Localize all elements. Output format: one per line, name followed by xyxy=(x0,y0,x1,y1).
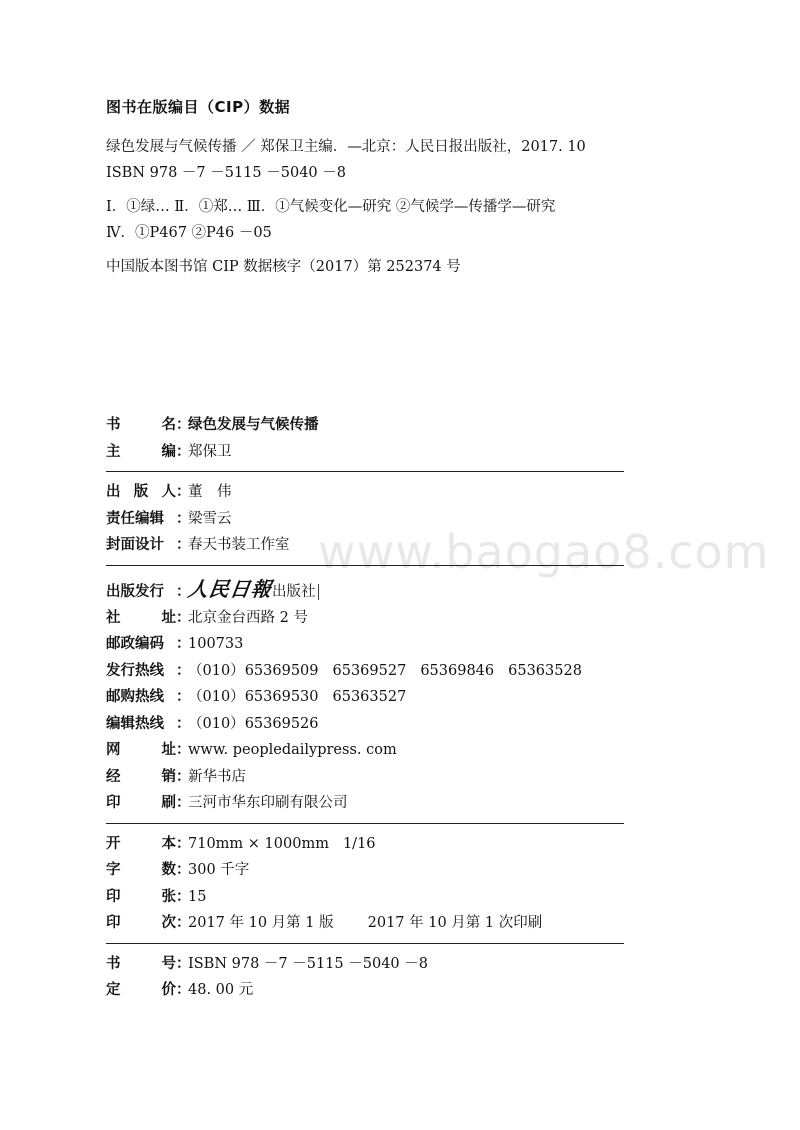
label-sheets: 印 张 xyxy=(106,888,176,905)
value-edit-hotline: （010）65369526 xyxy=(188,715,319,732)
label-isbn: 书 号 xyxy=(106,955,176,972)
value-mail-hotline: （010）65369530 65363527 xyxy=(188,689,407,705)
cip-title: 图书在版编目（CIP）数据 xyxy=(106,98,291,116)
label-sales-hotline: 发行热线 xyxy=(106,662,164,679)
row-address: 社 址 ： 北京金台西路 2 号 xyxy=(106,605,624,632)
value-book-name: 绿色发展与气候传播 xyxy=(188,417,319,433)
label-responsible-editor: 责任编辑 xyxy=(106,510,164,527)
row-word-count: 字 数 ： 300 千字 xyxy=(106,857,624,884)
label-editor: 主 编 xyxy=(106,443,176,460)
divider xyxy=(106,823,624,824)
value-responsible-editor: 梁雪云 xyxy=(188,510,232,527)
cip-block xyxy=(106,96,666,280)
label-publisher-person: 出 版 人 xyxy=(106,484,176,500)
value-sheets: 15 xyxy=(188,888,207,905)
row-printer: 印 刷 ： 三河市华东印刷有限公司 xyxy=(106,790,624,817)
label-format: 开 本 xyxy=(106,835,176,852)
watermark: www.baogao8.com xyxy=(318,525,770,579)
value-editor: 郑保卫 xyxy=(188,443,232,460)
row-editor: 主 编 ： 郑保卫 xyxy=(106,439,624,466)
label-book-name: 书 名 xyxy=(106,417,176,433)
label-cover-design: 封面设计 xyxy=(106,537,164,553)
value-distributor: 新华书店 xyxy=(188,768,246,785)
row-mail-hotline: 邮购热线 ： （010）65369530 65363527 xyxy=(106,684,624,711)
value-format: 710mm × 1000mm 1/16 xyxy=(188,835,376,852)
row-sheets: 印 张 ： 15 xyxy=(106,884,624,911)
label-edit-hotline: 编辑热线 xyxy=(106,715,164,732)
row-cover-design: 封面设计 ： 春天书装工作室 xyxy=(106,532,624,559)
row-edit-hotline: 编辑热线 ： （010）65369526 xyxy=(106,711,624,738)
copyright-info xyxy=(106,412,624,1004)
divider xyxy=(106,471,624,472)
cip-line-approval-number: 中国版本图书馆 CIP 数据核字（2017）第 252374 号 xyxy=(106,259,461,275)
value-word-count: 300 千字 xyxy=(188,862,250,878)
label-price: 定 价 xyxy=(106,982,176,998)
row-edition: 印 次 ： 2017 年 10 月第 1 版 2017 年 10 月第 1 次印刷 xyxy=(106,910,624,937)
value-price: 48. 00 元 xyxy=(188,982,254,998)
label-edition: 印 次 xyxy=(106,915,176,931)
value-printer: 三河市华东印刷有限公司 xyxy=(188,795,348,811)
value-website: www. peopledailypress. com xyxy=(188,742,397,758)
label-distributor: 经 销 xyxy=(106,768,176,785)
row-price: 定 价 ： 48. 00 元 xyxy=(106,977,624,1004)
cip-line-title: 绿色发展与气候传播 ／ 郑保卫主编．—北京：人民日报出版社，2017. 10 xyxy=(106,139,586,155)
row-website: 网 址 ： www. peopledailypress. com xyxy=(106,737,624,764)
value-address: 北京金台西路 2 号 xyxy=(188,609,308,626)
divider xyxy=(106,943,624,944)
publisher-logo: 人民日報 xyxy=(186,576,274,601)
label-printer: 印 刷 xyxy=(106,795,176,811)
row-format: 开 本 ： 710mm × 1000mm 1/16 xyxy=(106,831,624,858)
cip-line-classification-1: Ⅰ．①绿… Ⅱ．①郑… Ⅲ．①气候变化—研究 ②气候学—传播学—研究 xyxy=(106,199,556,215)
row-distribution: 出版发行 ： 人民日報出版社 xyxy=(106,573,624,605)
value-sales-hotline: （010）65369509 65369527 65369846 65363528 xyxy=(188,662,582,679)
cip-line-isbn: ISBN 978 －7 －5115 －5040 －8 xyxy=(106,165,346,181)
label-distribution: 出版发行 xyxy=(106,583,164,600)
label-address: 社 址 xyxy=(106,609,176,626)
value-isbn: ISBN 978 －7 －5115 －5040 －8 xyxy=(188,955,428,972)
cip-line-classification-2: Ⅳ．①P467 ②P46 －05 xyxy=(106,225,272,241)
label-postcode: 邮政编码 xyxy=(106,636,164,652)
row-sales-hotline: 发行热线 ： （010）65369509 65369527 65369846 65363528 xyxy=(106,658,624,685)
row-isbn: 书 号 ： ISBN 978 －7 －5115 －5040 －8 xyxy=(106,951,624,978)
value-postcode: 100733 xyxy=(188,636,244,652)
row-publisher-person: 出 版 人 ： 董 伟 xyxy=(106,479,624,506)
divider xyxy=(106,565,624,566)
value-edition: 2017 年 10 月第 1 版 2017 年 10 月第 1 次印刷 xyxy=(188,915,543,931)
value-cover-design: 春天书装工作室 xyxy=(188,537,290,553)
label-mail-hotline: 邮购热线 xyxy=(106,689,164,705)
label-word-count: 字 数 xyxy=(106,862,176,878)
row-responsible-editor: 责任编辑 ： 梁雪云 xyxy=(106,506,624,533)
row-postcode: 邮政编码 ： 100733 xyxy=(106,631,624,658)
row-distributor: 经 销 ： 新华书店 xyxy=(106,764,624,791)
row-book-name: 书 名 ： 绿色发展与气候传播 xyxy=(106,412,624,439)
label-website: 网 址 xyxy=(106,742,176,758)
value-publisher-person: 董 伟 xyxy=(188,484,232,500)
publisher-name: 出版社 xyxy=(272,584,319,600)
